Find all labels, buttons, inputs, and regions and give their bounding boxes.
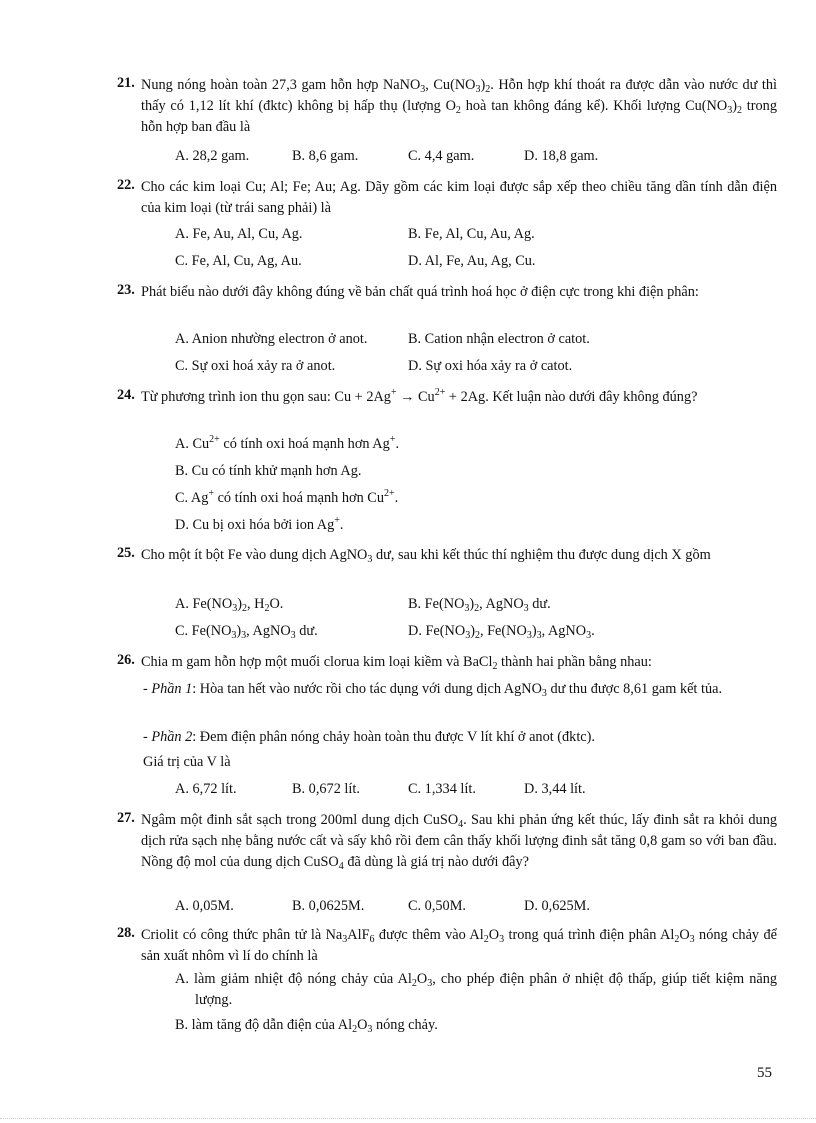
part-label: Phần 1 (151, 681, 193, 697)
question-26 (117, 652, 777, 673)
question-text: Cho các kim loại Cu; Al; Fe; Au; Ag. Dãy gồm các kim loại được sắp xếp theo chiều tăng dần tính dẫn điện của kim loại (từ trái sang phải) là (141, 179, 777, 216)
page-number: 55 (757, 1065, 772, 1081)
question-text: Nung nóng hoàn toàn 27,3 gam hỗn hợp NaNO$_3$, $Cu(NO_3)_2$. Hỗn hợp khí thoát ra được dẫn vào nước dư thì thấy có 1,12 lít khí (đktc) không bị hấp thụ (lượng $O_2$ hoà tan không đáng kể). Khối lượng $Cu(NO_3)_2$ trong hỗn hợp ban đầu là (141, 77, 777, 135)
question-number: 27. (117, 810, 135, 826)
option-c[interactable]: C. 0,50M. (408, 898, 466, 914)
question-text: Criolit có công thức phân tử là $Na_3AlF_6$ được thêm vào $Al_2O_3$ trong quá trình điện phân $Al_2O_3$ nóng chảy để sản xuất nhôm vì lí do chính là (141, 927, 777, 964)
option-a[interactable]: A. Anion nhường electron ở anot. (175, 331, 368, 347)
question-number: 24. (117, 387, 135, 403)
option-b[interactable]: B. 0,0625M. (292, 898, 365, 914)
option-a[interactable]: A. $Cu^{2+}$ có tính oxi hoá mạnh hơn Ag+. (175, 434, 400, 452)
question-21 (117, 75, 777, 138)
option-b[interactable]: B. Fe, Al, Cu, Au, Ag. (408, 226, 535, 242)
option-b[interactable]: B. Cation nhận electron ở catot. (408, 331, 590, 347)
part-2: - Phần 2: Đem điện phân nóng chảy hoàn toàn thu được V lít khí ở anot (đktc). (143, 729, 595, 745)
question-23 (117, 282, 777, 303)
option-d[interactable]: D. Cu bị oxi hóa bởi ion Ag+. (175, 515, 344, 533)
question-number: 28. (117, 925, 135, 941)
question-ask: Giá trị của V là (143, 754, 231, 770)
option-b[interactable]: B. Cu có tính khử mạnh hơn Ag. (175, 463, 362, 479)
option-d[interactable]: D. 18,8 gam. (524, 148, 599, 164)
question-text: Chia m gam hỗn hợp một muối clorua kim loại kiềm và BaCl$_2$ thành hai phần bằng nhau: (141, 654, 652, 672)
option-c[interactable]: C. Sự oxi hoá xảy ra ở anot. (175, 358, 336, 374)
option-a[interactable]: A. làm giảm nhiệt độ nóng chảy của $Al_2O_3$, cho phép điện phân ở nhiệt độ thấp, giúp tiết kiệm năng lượng. (175, 971, 777, 1008)
option-d[interactable]: D. Al, Fe, Au, Ag, Cu. (408, 253, 536, 269)
option-b[interactable]: B. $Fe(NO_3)_2$, AgNO$_3$ dư. (408, 596, 551, 614)
question-22 (117, 177, 777, 219)
part-label: Phần 2 (151, 729, 193, 745)
option-d[interactable]: D. 3,44 lít. (524, 781, 586, 797)
question-number: 23. (117, 282, 135, 298)
question-number: 26. (117, 652, 135, 668)
question-text: Ngâm một đinh sắt sạch trong 200ml dung dịch CuSO$_4$. Sau khi phản ứng kết thúc, lấy đinh sắt ra khỏi dung dịch rửa sạch nhẹ bằng nước cất và sấy khô rồi đem cân thấy khối lượng đinh sắt tăng 0,8 gam so với ban đầu. Nồng độ mol của dung dịch CuSO$_4$ đã dùng là giá trị nào dưới đây? (141, 812, 777, 872)
option-d[interactable]: D. $Fe(NO_3)_2$, $Fe(NO_3)_3$, AgNO$_3$. (408, 623, 595, 641)
option-b[interactable]: B. 0,672 lít. (292, 781, 360, 797)
question-number: 25. (117, 545, 135, 561)
question-27 (117, 810, 777, 873)
option-c[interactable]: C. $Fe(NO_3)_3$, AgNO$_3$ dư. (175, 623, 318, 641)
option-a[interactable]: A. $Fe(NO_3)_2$, $H_2O$. (175, 596, 284, 614)
option-c[interactable]: C. Fe, Al, Cu, Ag, Au. (175, 253, 302, 269)
question-text: Cho một ít bột Fe vào dung dịch AgNO$_3$ dư, sau khi kết thúc thí nghiệm thu được dung dịch X gồm (141, 547, 711, 565)
option-a[interactable]: A. 28,2 gam. (175, 148, 250, 164)
part-1: - Phần 1: Hòa tan hết vào nước rồi cho tác dụng với dung dịch AgNO$_3$ dư thu được 8,61 gam kết tủa. (143, 681, 723, 699)
option-d[interactable]: D. 0,625M. (524, 898, 590, 914)
question-28 (117, 925, 777, 967)
footer-divider (0, 1118, 816, 1119)
option-b[interactable]: B. 8,6 gam. (292, 148, 359, 164)
question-24 (117, 387, 777, 408)
option-a[interactable]: A. 0,05M. (175, 898, 234, 914)
option-b[interactable]: B. làm tăng độ dẫn điện của $Al_2O_3$ nóng chảy. (175, 1017, 438, 1035)
option-a[interactable]: A. 6,72 lít. (175, 781, 237, 797)
question-25 (117, 545, 777, 566)
option-d[interactable]: D. Sự oxi hóa xảy ra ở catot. (408, 358, 573, 374)
option-c[interactable]: C. Ag+ có tính oxi hoá mạnh hơn $Cu^{2+}$. (175, 488, 399, 506)
option-a[interactable]: A. Fe, Au, Al, Cu, Ag. (175, 226, 303, 242)
option-c[interactable]: C. 1,334 lít. (408, 781, 476, 797)
question-number: 22. (117, 177, 135, 193)
question-text: Phát biểu nào dưới đây không đúng về bản chất quá trình hoá học ở điện cực trong khi điện phân: (141, 284, 699, 300)
question-number: 21. (117, 75, 135, 91)
option-c[interactable]: C. 4,4 gam. (408, 148, 475, 164)
question-text: Từ phương trình ion thu gọn sau: $Cu + 2Ag^+ \to Cu^{2+} + 2Ag$. Kết luận nào dưới đây không đúng? (141, 387, 698, 405)
